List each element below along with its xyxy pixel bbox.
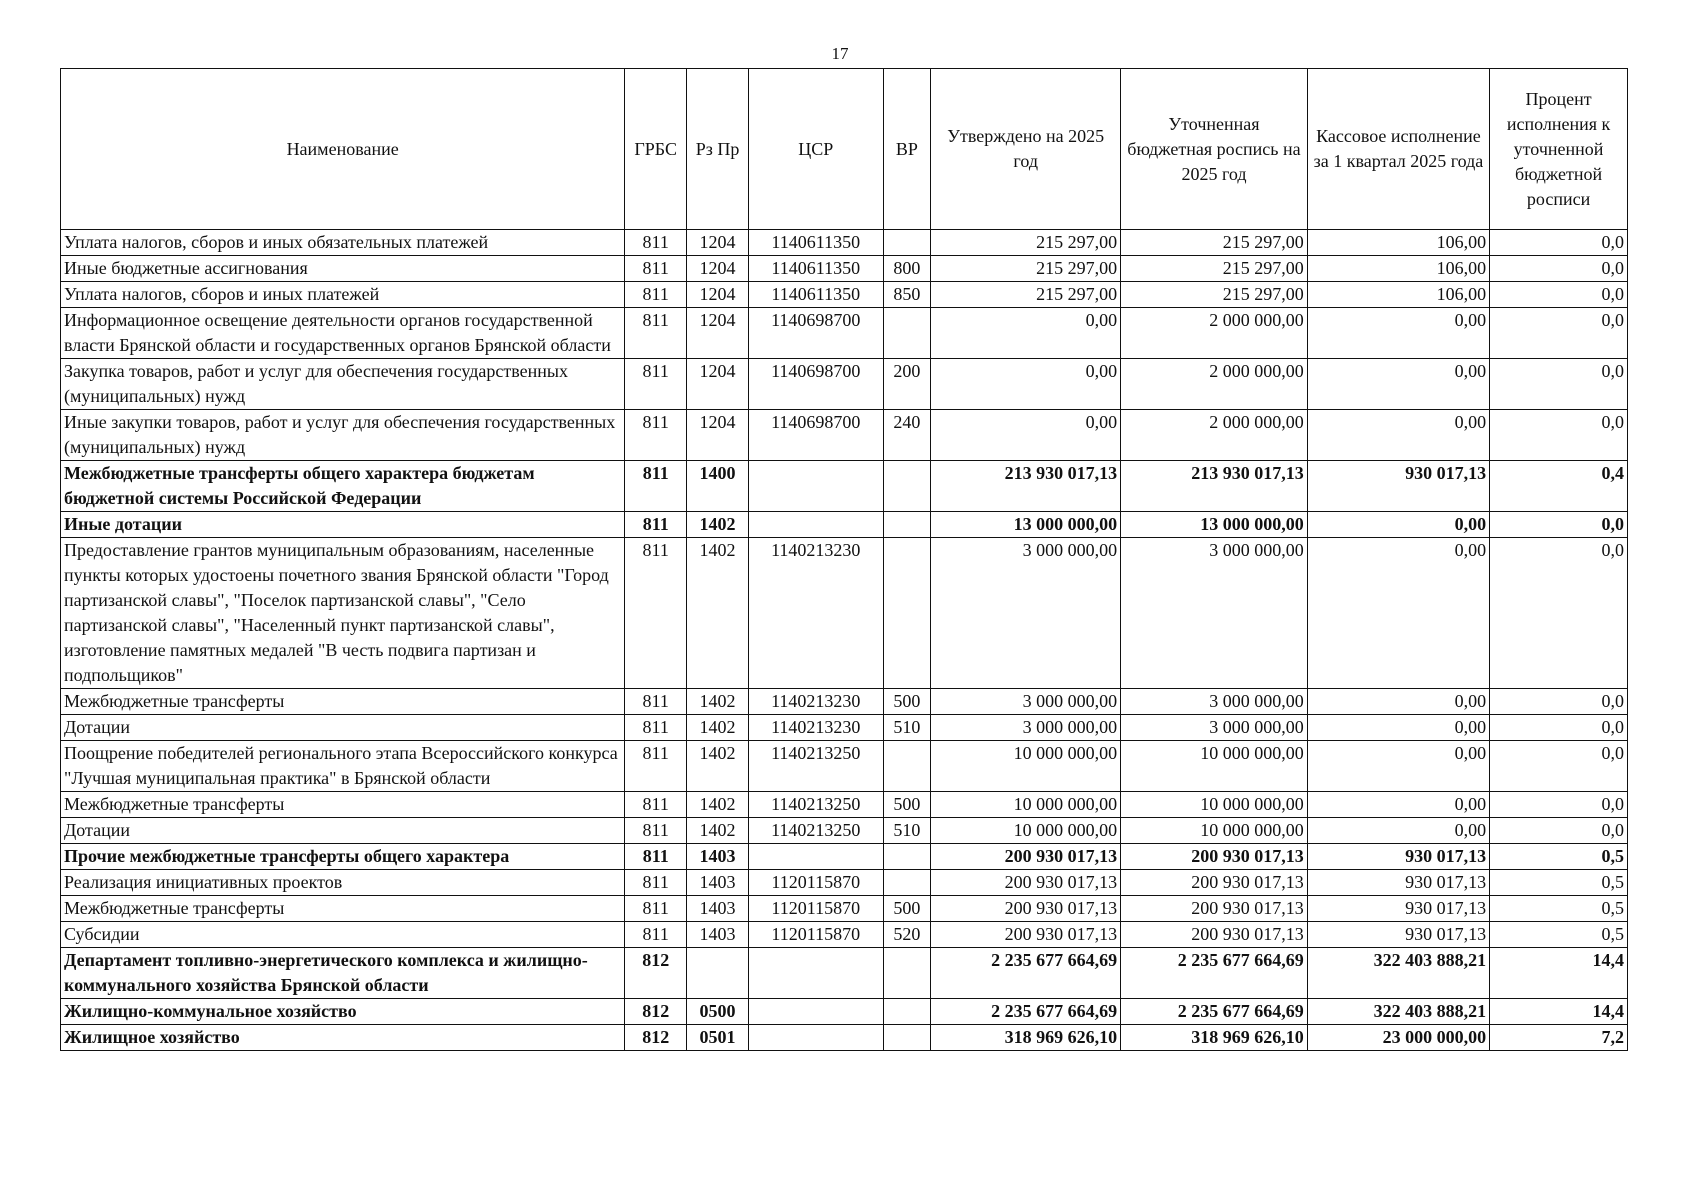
cell-refined: 200 930 017,13 [1121,896,1308,922]
cell-approved: 318 969 626,10 [931,1025,1121,1051]
cell-cash: 0,00 [1307,308,1489,359]
header-refined: Уточненная бюджетная роспись на 2025 год [1121,69,1308,230]
table-row [61,1025,1628,1051]
cell-cash: 0,00 [1307,410,1489,461]
cell-approved: 200 930 017,13 [931,844,1121,870]
cell-approved: 10 000 000,00 [931,818,1121,844]
cell-cash: 0,00 [1307,741,1489,792]
cell-cash: 0,00 [1307,792,1489,818]
cell-name: Межбюджетные трансферты [61,689,625,715]
cell-cash: 106,00 [1307,230,1489,256]
cell-rzpr: 1204 [687,256,749,282]
table-header-row [61,69,1628,230]
cell-approved: 2 235 677 664,69 [931,948,1121,999]
cell-percent: 0,0 [1490,538,1628,689]
cell-vr: 500 [883,896,931,922]
cell-percent: 0,0 [1490,792,1628,818]
cell-csr [748,844,883,870]
cell-vr: 500 [883,689,931,715]
cell-csr: 1140213230 [748,715,883,741]
cell-vr [883,844,931,870]
cell-vr: 800 [883,256,931,282]
cell-name: Иные бюджетные ассигнования [61,256,625,282]
cell-cash: 930 017,13 [1307,870,1489,896]
cell-cash: 0,00 [1307,689,1489,715]
cell-cash: 0,00 [1307,818,1489,844]
cell-approved: 0,00 [931,359,1121,410]
header-vr: ВР [883,69,931,230]
cell-grbs: 811 [625,282,687,308]
header-rzpr: Рз Пр [687,69,749,230]
cell-grbs: 811 [625,359,687,410]
budget-execution-table [60,68,1628,1051]
cell-name: Предоставление грантов муниципальным образованиям, населенные пункты которых удостоены почетного звания Брянской области "Город партизанской славы", "Поселок партизанской славы", "Село партизанской славы", "Населенный пункт партизанской славы", изготовление памятных медалей "В честь подвига партизан и подпольщиков" [61,538,625,689]
cell-percent: 0,5 [1490,922,1628,948]
cell-name: Закупка товаров, работ и услуг для обеспечения государственных (муниципальных) нужд [61,359,625,410]
table-row [61,715,1628,741]
cell-cash: 930 017,13 [1307,461,1489,512]
table-row [61,792,1628,818]
cell-csr: 1140611350 [748,256,883,282]
cell-csr: 1140611350 [748,282,883,308]
cell-vr [883,741,931,792]
cell-grbs: 811 [625,741,687,792]
table-row [61,461,1628,512]
cell-percent: 0,5 [1490,870,1628,896]
cell-percent: 0,0 [1490,689,1628,715]
cell-vr: 520 [883,922,931,948]
cell-cash: 0,00 [1307,512,1489,538]
cell-approved: 10 000 000,00 [931,792,1121,818]
cell-percent: 0,0 [1490,308,1628,359]
cell-csr: 1140213250 [748,741,883,792]
header-csr: ЦСР [748,69,883,230]
table-row [61,818,1628,844]
header-grbs: ГРБС [625,69,687,230]
cell-csr: 1120115870 [748,870,883,896]
cell-percent: 0,5 [1490,896,1628,922]
table-row [61,512,1628,538]
cell-grbs: 811 [625,689,687,715]
cell-grbs: 811 [625,256,687,282]
cell-cash: 106,00 [1307,256,1489,282]
cell-csr: 1140698700 [748,308,883,359]
cell-approved: 213 930 017,13 [931,461,1121,512]
table-row [61,870,1628,896]
cell-percent: 0,0 [1490,410,1628,461]
cell-approved: 2 235 677 664,69 [931,999,1121,1025]
cell-cash: 930 017,13 [1307,922,1489,948]
cell-vr: 200 [883,359,931,410]
table-row [61,359,1628,410]
cell-rzpr: 0500 [687,999,749,1025]
cell-refined: 3 000 000,00 [1121,715,1308,741]
cell-rzpr: 0501 [687,1025,749,1051]
cell-vr [883,1025,931,1051]
cell-vr: 240 [883,410,931,461]
cell-vr [883,512,931,538]
header-approved: Утверждено на 2025 год [931,69,1121,230]
table-row [61,410,1628,461]
cell-name: Уплата налогов, сборов и иных платежей [61,282,625,308]
cell-rzpr: 1403 [687,844,749,870]
cell-name: Уплата налогов, сборов и иных обязательных платежей [61,230,625,256]
cell-approved: 13 000 000,00 [931,512,1121,538]
cell-cash: 930 017,13 [1307,844,1489,870]
cell-vr: 510 [883,818,931,844]
cell-approved: 3 000 000,00 [931,715,1121,741]
cell-name: Жилищное хозяйство [61,1025,625,1051]
cell-approved: 215 297,00 [931,230,1121,256]
cell-refined: 3 000 000,00 [1121,538,1308,689]
cell-refined: 215 297,00 [1121,230,1308,256]
cell-refined: 200 930 017,13 [1121,844,1308,870]
table-row [61,922,1628,948]
cell-approved: 0,00 [931,410,1121,461]
cell-cash: 322 403 888,21 [1307,948,1489,999]
cell-csr: 1140611350 [748,230,883,256]
table-row [61,844,1628,870]
cell-csr: 1140698700 [748,359,883,410]
cell-grbs: 812 [625,948,687,999]
cell-vr: 510 [883,715,931,741]
cell-grbs: 811 [625,896,687,922]
cell-vr: 850 [883,282,931,308]
cell-cash: 0,00 [1307,359,1489,410]
cell-name: Межбюджетные трансферты [61,792,625,818]
cell-grbs: 811 [625,715,687,741]
cell-grbs: 811 [625,461,687,512]
cell-refined: 2 000 000,00 [1121,308,1308,359]
cell-csr: 1140213230 [748,538,883,689]
cell-percent: 0,0 [1490,512,1628,538]
cell-csr: 1140213250 [748,818,883,844]
cell-grbs: 811 [625,308,687,359]
cell-rzpr: 1204 [687,410,749,461]
cell-percent: 14,4 [1490,948,1628,999]
cell-cash: 0,00 [1307,538,1489,689]
cell-name: Реализация инициативных проектов [61,870,625,896]
cell-grbs: 811 [625,844,687,870]
header-percent: Процент исполнения к уточненной бюджетной росписи [1490,69,1628,230]
cell-rzpr: 1402 [687,538,749,689]
cell-rzpr: 1400 [687,461,749,512]
cell-refined: 2 235 677 664,69 [1121,999,1308,1025]
cell-rzpr: 1403 [687,896,749,922]
cell-refined: 215 297,00 [1121,256,1308,282]
cell-name: Прочие межбюджетные трансферты общего характера [61,844,625,870]
cell-percent: 0,0 [1490,282,1628,308]
cell-name: Поощрение победителей регионального этапа Всероссийского конкурса "Лучшая муниципальная практика" в Брянской области [61,741,625,792]
cell-name: Департамент топливно-энергетического комплекса и жилищно-коммунального хозяйства Брянской области [61,948,625,999]
cell-rzpr: 1402 [687,818,749,844]
cell-percent: 0,5 [1490,844,1628,870]
cell-refined: 13 000 000,00 [1121,512,1308,538]
table-row [61,308,1628,359]
cell-cash: 106,00 [1307,282,1489,308]
table-row [61,538,1628,689]
cell-percent: 14,4 [1490,999,1628,1025]
cell-percent: 0,4 [1490,461,1628,512]
cell-csr: 1120115870 [748,896,883,922]
cell-csr: 1140213230 [748,689,883,715]
cell-rzpr: 1204 [687,282,749,308]
cell-vr [883,870,931,896]
cell-refined: 200 930 017,13 [1121,870,1308,896]
cell-cash: 322 403 888,21 [1307,999,1489,1025]
cell-cash: 23 000 000,00 [1307,1025,1489,1051]
cell-refined: 10 000 000,00 [1121,792,1308,818]
cell-approved: 3 000 000,00 [931,538,1121,689]
cell-rzpr: 1402 [687,689,749,715]
cell-rzpr: 1403 [687,922,749,948]
table-row [61,999,1628,1025]
cell-vr: 500 [883,792,931,818]
cell-percent: 0,0 [1490,230,1628,256]
cell-name: Межбюджетные трансферты общего характера бюджетам бюджетной системы Российской Федерации [61,461,625,512]
cell-vr [883,461,931,512]
cell-percent: 0,0 [1490,715,1628,741]
cell-name: Иные закупки товаров, работ и услуг для обеспечения государственных (муниципальных) нужд [61,410,625,461]
cell-approved: 0,00 [931,308,1121,359]
cell-name: Жилищно-коммунальное хозяйство [61,999,625,1025]
cell-vr [883,230,931,256]
cell-name: Информационное освещение деятельности органов государственной власти Брянской области и государственных органов Брянской области [61,308,625,359]
cell-rzpr: 1402 [687,715,749,741]
cell-rzpr: 1204 [687,359,749,410]
cell-refined: 10 000 000,00 [1121,818,1308,844]
cell-csr [748,1025,883,1051]
cell-csr [748,512,883,538]
cell-rzpr: 1402 [687,512,749,538]
cell-cash: 930 017,13 [1307,896,1489,922]
page-number: 17 [831,44,849,63]
cell-refined: 3 000 000,00 [1121,689,1308,715]
cell-grbs: 811 [625,922,687,948]
header-name: Наименование [61,69,625,230]
table-row [61,741,1628,792]
cell-grbs: 812 [625,999,687,1025]
cell-refined: 213 930 017,13 [1121,461,1308,512]
cell-vr [883,538,931,689]
cell-approved: 215 297,00 [931,256,1121,282]
cell-refined: 10 000 000,00 [1121,741,1308,792]
cell-rzpr: 1204 [687,308,749,359]
cell-refined: 2 000 000,00 [1121,359,1308,410]
cell-refined: 215 297,00 [1121,282,1308,308]
cell-csr [748,948,883,999]
cell-csr: 1120115870 [748,922,883,948]
cell-csr [748,999,883,1025]
table-row [61,230,1628,256]
cell-approved: 200 930 017,13 [931,870,1121,896]
cell-name: Субсидии [61,922,625,948]
cell-refined: 2 235 677 664,69 [1121,948,1308,999]
cell-approved: 215 297,00 [931,282,1121,308]
cell-approved: 200 930 017,13 [931,922,1121,948]
cell-vr [883,308,931,359]
cell-percent: 7,2 [1490,1025,1628,1051]
cell-grbs: 811 [625,230,687,256]
cell-refined: 318 969 626,10 [1121,1025,1308,1051]
cell-name: Дотации [61,715,625,741]
cell-grbs: 811 [625,538,687,689]
cell-approved: 10 000 000,00 [931,741,1121,792]
table-row [61,256,1628,282]
cell-rzpr: 1402 [687,741,749,792]
cell-grbs: 811 [625,410,687,461]
cell-grbs: 812 [625,1025,687,1051]
cell-refined: 2 000 000,00 [1121,410,1308,461]
cell-vr [883,999,931,1025]
cell-grbs: 811 [625,818,687,844]
table-body [61,230,1628,1051]
table-row [61,282,1628,308]
cell-rzpr [687,948,749,999]
cell-csr [748,461,883,512]
cell-percent: 0,0 [1490,256,1628,282]
table-row [61,948,1628,999]
cell-grbs: 811 [625,870,687,896]
cell-rzpr: 1204 [687,230,749,256]
cell-approved: 200 930 017,13 [931,896,1121,922]
header-cash: Кассовое исполнение за 1 квартал 2025 года [1307,69,1489,230]
cell-grbs: 811 [625,792,687,818]
table-row [61,689,1628,715]
table-row [61,896,1628,922]
cell-refined: 200 930 017,13 [1121,922,1308,948]
cell-percent: 0,0 [1490,359,1628,410]
cell-grbs: 811 [625,512,687,538]
cell-percent: 0,0 [1490,741,1628,792]
cell-name: Иные дотации [61,512,625,538]
cell-name: Межбюджетные трансферты [61,896,625,922]
cell-csr: 1140698700 [748,410,883,461]
cell-vr [883,948,931,999]
cell-percent: 0,0 [1490,818,1628,844]
cell-name: Дотации [61,818,625,844]
cell-rzpr: 1403 [687,870,749,896]
cell-rzpr: 1402 [687,792,749,818]
cell-cash: 0,00 [1307,715,1489,741]
cell-approved: 3 000 000,00 [931,689,1121,715]
cell-csr: 1140213250 [748,792,883,818]
